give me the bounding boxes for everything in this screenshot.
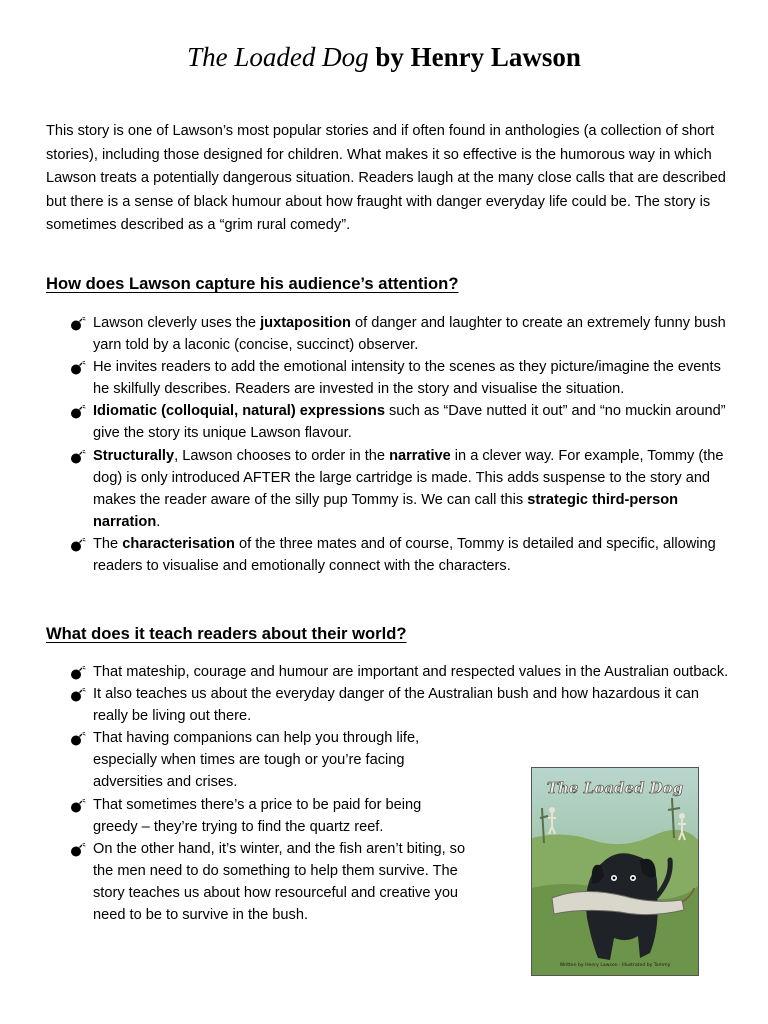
item-emphasis: strategic third-person narration [93, 491, 679, 530]
list-item [68, 312, 730, 356]
item-text: The [93, 535, 123, 552]
title-author: by Henry Lawson [368, 42, 581, 72]
cover-title: The Loaded Dog [546, 779, 684, 797]
bomb-icon [70, 799, 86, 813]
item-text: Lawson cleverly uses the [93, 315, 261, 331]
item-text: of danger and laughter to create an extremely funny bush yarn told by a laconic (concise, succinct) observer. [93, 315, 726, 354]
item-text: . [156, 513, 161, 530]
bomb-icon [70, 361, 86, 375]
title-italic: The Loaded Dog [187, 42, 369, 72]
list-item [68, 838, 488, 926]
intro-paragraph: This story is one of Lawson’s most popular stories and if often found in anthologies (a collection of short stories), including those designed for children. What makes it so effective is the humorous way in which Lawson treats a potentially dangerous situation. Readers laugh at the many close calls that are described but there is a sense of black humour about how fraught with danger everyday life could be. The story is sometimes described as a “grim rural comedy”. [46, 123, 726, 234]
bomb-icon [70, 317, 86, 331]
item-emphasis: Structurally [93, 447, 175, 464]
list-item [68, 356, 730, 400]
item-text: of the three mates and of course, Tommy is detailed and specific, allowing readers to visualise and emotionally connect with the characters. [93, 535, 716, 575]
bomb-icon [70, 688, 86, 702]
list-item [68, 400, 730, 444]
page-title [0, 42, 768, 73]
section-heading-world: What does it teach readers about their world? [46, 624, 407, 643]
attention-list [68, 312, 730, 577]
item-text: , Lawson chooses to order in the [174, 447, 390, 464]
item-text: That sometimes there’s a price to be paid for being greedy – they’re trying to find the quartz reef. [93, 796, 422, 835]
bomb-icon [70, 405, 86, 419]
list-item [68, 683, 730, 727]
bomb-icon [70, 732, 86, 746]
item-emphasis: Idiomatic (colloquial, natural) expressions [93, 403, 385, 420]
bomb-icon [70, 450, 86, 464]
item-emphasis: juxtaposition [260, 315, 351, 331]
book-cover-image [531, 767, 699, 976]
item-text: such as “Dave nutted it out” and “no muckin around” give the story its unique Lawson flavour. [93, 403, 726, 442]
list-item [68, 445, 730, 533]
section-heading-attention: How does Lawson capture his audience’s attention? [46, 274, 459, 293]
item-emphasis: narrative [389, 447, 451, 464]
list-item [68, 533, 730, 577]
item-text: It also teaches us about the everyday danger of the Australian bush and how hazardous it can really be living out there. [93, 686, 700, 725]
item-text: in a clever way. For example, Tommy (the dog) is only introduced AFTER the large cartridge is made. This adds suspense to the story and makes the reader aware of the silly pup Tommy is. We can call this [93, 447, 724, 508]
bomb-icon [70, 666, 86, 680]
bomb-icon [70, 538, 86, 552]
list-item [68, 661, 730, 683]
list-item [68, 727, 438, 793]
bomb-icon [70, 843, 86, 857]
item-text: He invites readers to add the emotional intensity to the scenes as they picture/imagine the events he skilfully describes. Readers are invested in the story and visualise the situation. [93, 359, 721, 398]
cover-credits: Written by Henry Lawson · Illustrated by Tommy [559, 963, 671, 968]
item-text: On the other hand, it’s winter, and the fish aren’t biting, so the men need to do something to help them survive. The story teaches us about how resourceful and creative you need to be to survive in the bush. [93, 840, 466, 924]
item-emphasis: characterisation [122, 535, 235, 552]
item-text: That having companions can help you through life, especially when times are tough or you’re facing adversities and crises. [93, 730, 420, 791]
item-text: That mateship, courage and humour are important and respected values in the Australian outback. [93, 664, 729, 680]
list-item [68, 794, 448, 838]
